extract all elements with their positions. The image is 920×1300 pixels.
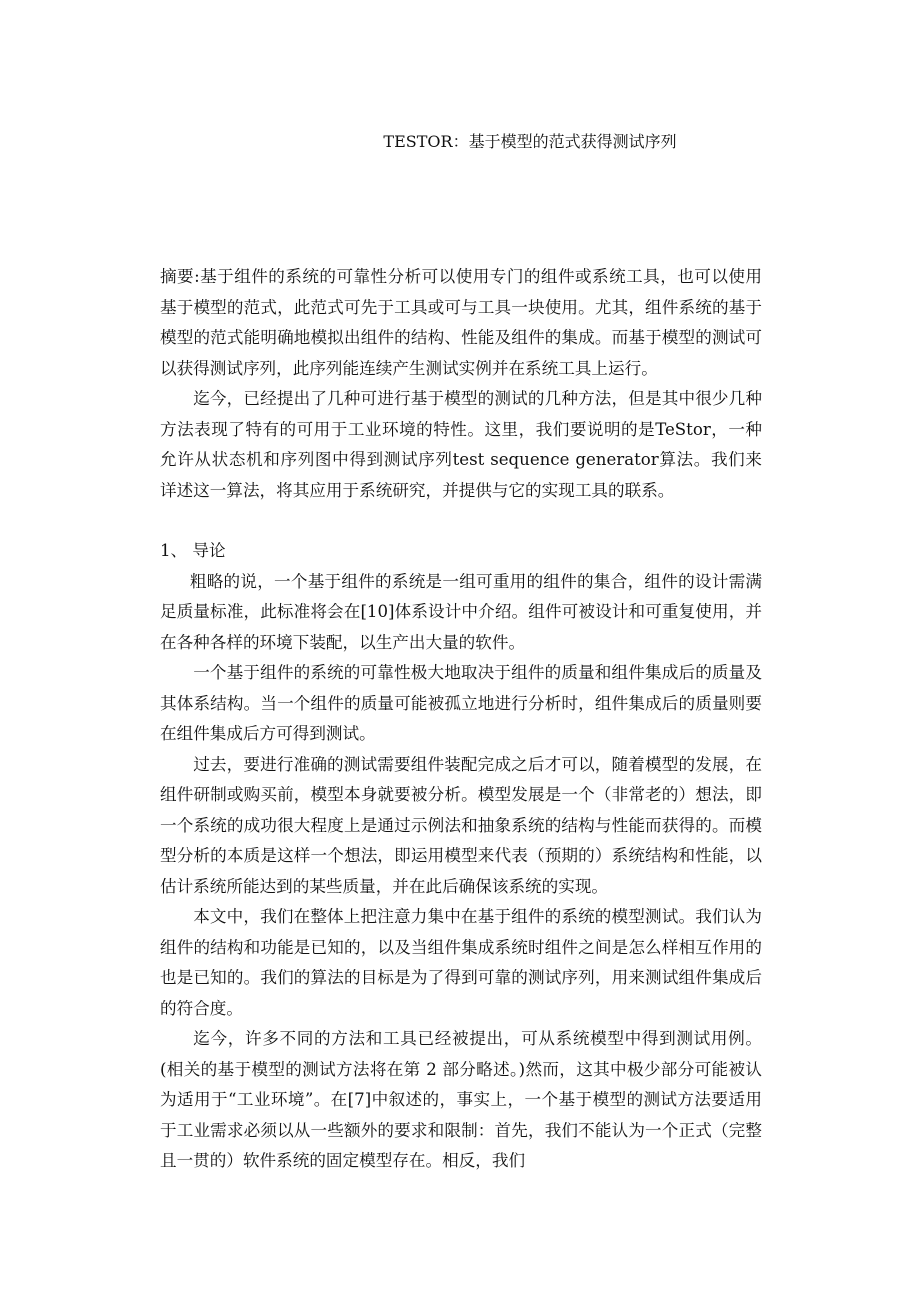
document-body — [160, 262, 762, 1177]
intro-paragraph-2: 一个基于组件的系统的可靠性极大地取决于组件的质量和组件集成后的质量及其体系结构。当一个组件的质量可能被孤立地进行分析时，组件集成后的质量则要在组件集成后方可得到测试。 — [160, 663, 762, 743]
abstract-paragraph-1 — [160, 262, 762, 384]
intro-paragraph-5: 迄今，许多不同的方法和工具已经被提出，可从系统模型中得到测试用例。(相关的基于模型的测试方法将在第 2 部分略述。)然而，这其中极少部分可能被认为适用于“工业环境”。在[7]中叙述的，事实上，一个基于模型的测试方法要适用于工业需求必须以从一些额外的要求和限制：首先，我们不能认为一个正式（完整且一贯的）软件系统的固定模型存在。相反，我们 — [160, 1029, 762, 1170]
section-heading-introduction: 1、 导论 — [160, 541, 226, 560]
abstract-label: 摘要: — [160, 267, 200, 286]
abstract-paragraph-2: 迄今，已经提出了几种可进行基于模型的测试的几种方法，但是其中很少几种方法表现了特有的可用于工业环境的特性。这里，我们要说明的是TeStor，一种允许从状态机和序列图中得到测试序列test sequence generator算法。我们来详述这一算法，将其应用于系统研究，并提供与它的实现工具的联系。 — [160, 389, 762, 500]
document-title: TESTOR：基于模型的范式获得测试序列 — [383, 132, 677, 151]
intro-paragraph-1: 粗略的说，一个基于组件的系统是一组可重用的组件的集合，组件的设计需满足质量标准，此标准将会在[10]体系设计中介绍。组件可被设计和可重复使用，并在各种各样的环境下装配，以生产出大量的软件。 — [160, 571, 762, 652]
abstract-text-1: 基于组件的系统的可靠性分析可以使用专门的组件或系统工具，也可以使用基于模型的范式，此范式可先于工具或可与工具一块使用。尤其，组件系统的基于模型的范式能明确地模拟出组件的结构、性能及组件的集成。而基于模型的测试可以获得测试序列，此序列能连续产生测试实例并在系统工具上运行。 — [160, 267, 762, 378]
intro-paragraph-3: 过去，要进行准确的测试需要组件装配完成之后才可以，随着模型的发展，在组件研制或购买前，模型本身就要被分析。模型发展是一个（非常老的）想法，即一个系统的成功很大程度上是通过示例法和抽象系统的结构与性能而获得的。而模型分析的本质是这样一个想法，即运用模型来代表（预期的）系统结构和性能，以估计系统所能达到的某些质量，并在此后确保该系统的实现。 — [160, 754, 762, 896]
section-spacer — [160, 506, 762, 536]
intro-paragraph-4: 本文中，我们在整体上把注意力集中在基于组件的系统的模型测试。我们认为组件的结构和功能是已知的，以及当组件集成系统时组件之间是怎么样相互作用的也是已知的。我们的算法的目标是为了得到可靠的测试序列，用来测试组件集成后的符合度。 — [160, 907, 762, 1018]
